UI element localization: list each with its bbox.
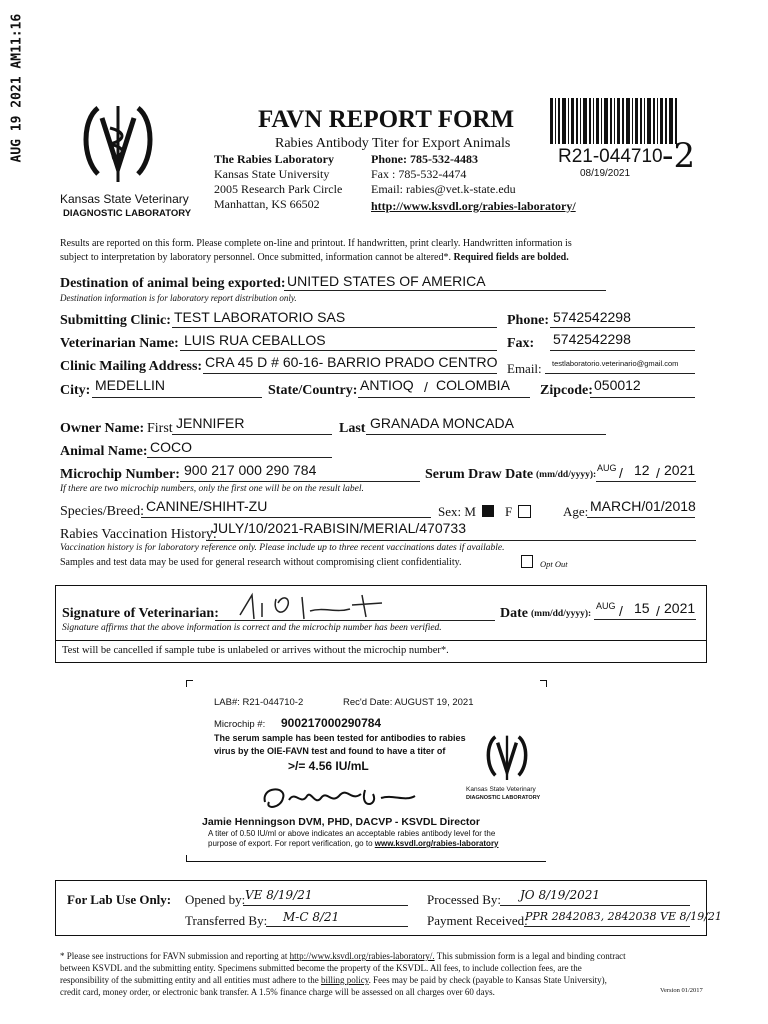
species-label: Species/Breed: bbox=[60, 504, 144, 519]
signature-sep-1: / bbox=[619, 603, 623, 619]
ksu-logo bbox=[78, 98, 158, 194]
serum-sep-1: / bbox=[619, 465, 623, 481]
sex-f-label: F bbox=[505, 504, 513, 519]
chip-label: Microchip Number: bbox=[60, 467, 180, 482]
transferred-label: Transferred By: bbox=[185, 913, 268, 928]
owner-last-label: Last bbox=[339, 421, 366, 436]
destination-note: Destination information is for laboratory report distribution only. bbox=[60, 293, 297, 303]
form-id-suffix: -2 bbox=[662, 136, 696, 176]
serum-format: (mm/dd/yyyy): bbox=[536, 470, 597, 480]
samples-note: Samples and test data may be used for general research without compromising client confidentiality. bbox=[60, 557, 462, 568]
clinic-fax-label: Fax: bbox=[507, 336, 535, 351]
intro-line-2: subject to interpretation by laboratory personnel. Once submitted, information cannot be altered*. Required fields are bolded. bbox=[60, 252, 569, 263]
serum-sep-2: / bbox=[656, 465, 660, 481]
owner-last-field[interactable]: GRANADA MONCADA bbox=[370, 415, 514, 431]
footer-version: Version 01/2017 bbox=[660, 987, 703, 994]
lab-address-4: Manhattan, KS 66502 bbox=[214, 197, 320, 211]
animal-label: Animal Name: bbox=[60, 444, 148, 459]
lab-use-label: For Lab Use Only: bbox=[67, 892, 172, 907]
payment-field[interactable]: PPR 2842083, 2842038 VE 8/19/21 bbox=[525, 910, 722, 923]
opened-label: Opened by: bbox=[185, 892, 246, 907]
result-logo bbox=[478, 731, 536, 787]
signature-note: Signature affirms that the above information is correct and the microchip number has been verified. bbox=[62, 623, 442, 633]
zip-label: Zipcode: bbox=[540, 383, 593, 398]
country-field[interactable]: COLOMBIA bbox=[436, 377, 510, 393]
result-logo-text-1: Kansas State Veterinary bbox=[466, 786, 536, 793]
result-received: Rec'd Date: AUGUST 19, 2021 bbox=[343, 697, 474, 708]
lab-use-box bbox=[55, 880, 707, 936]
barcode bbox=[550, 98, 680, 144]
address-label: Clinic Mailing Address: bbox=[60, 359, 203, 374]
director-signature bbox=[255, 780, 420, 816]
age-label: Age: bbox=[563, 504, 589, 519]
transferred-field[interactable]: M-C 8/21 bbox=[283, 910, 340, 924]
vet-signature[interactable] bbox=[232, 589, 392, 623]
email-field[interactable]: testlaboratorio.veterinario@gmail.com bbox=[552, 359, 679, 368]
result-note-2: purpose of export. For report verification, go to www.ksvdl.org/rabies-laboratory bbox=[208, 839, 499, 848]
serum-year[interactable]: 2021 bbox=[664, 462, 696, 478]
sex-f-checkbox[interactable] bbox=[518, 505, 531, 518]
address-field[interactable]: CRA 45 D # 60-16- BARRIO PRADO CENTRO bbox=[205, 354, 498, 370]
clinic-phone-label: Phone: bbox=[507, 313, 549, 328]
vet-label: Veterinarian Name: bbox=[60, 336, 179, 351]
corner-mark-tl bbox=[186, 680, 193, 687]
state-separator: / bbox=[424, 379, 428, 395]
serum-month[interactable]: AUG bbox=[597, 463, 617, 473]
clinic-fax-field[interactable]: 5742542298 bbox=[553, 331, 631, 347]
clinic-phone-field[interactable]: 5742542298 bbox=[553, 309, 631, 325]
result-divider bbox=[186, 861, 546, 862]
lab-fax: Fax : 785-532-4474 bbox=[371, 167, 467, 181]
form-subtitle: Rabies Antibody Titer for Export Animals bbox=[275, 136, 511, 151]
opt-out-label: Opt Out bbox=[540, 559, 568, 569]
result-chip: 900217000290784 bbox=[281, 716, 382, 730]
owner-label: Owner Name: bbox=[60, 421, 145, 436]
opened-field[interactable]: VE 8/19/21 bbox=[245, 888, 313, 902]
result-titer: >/= 4.56 IU/mL bbox=[288, 759, 369, 773]
lab-address-2: Kansas State University bbox=[214, 167, 330, 181]
result-logo-text-2: DIAGNOSTIC LABORATORY bbox=[466, 795, 541, 801]
vacc-field[interactable]: JULY/10/2021-RABISIN/MERIAL/470733 bbox=[211, 520, 466, 536]
signature-label: Signature of Veterinarian: bbox=[62, 606, 219, 621]
fax-stamp: AUG 19 2021 AM11:16 bbox=[9, 13, 25, 163]
clinic-field[interactable]: TEST LABORATORIO SAS bbox=[174, 309, 346, 325]
destination-field[interactable]: UNITED STATES OF AMERICA bbox=[287, 273, 486, 289]
result-text-2: virus by the OIE-FAVN test and found to have a titer of bbox=[214, 746, 446, 756]
form-id: R21-044710 bbox=[558, 146, 663, 167]
processed-label: Processed By: bbox=[427, 892, 502, 907]
processed-field[interactable]: JO 8/19/2021 bbox=[520, 888, 600, 902]
city-label: City: bbox=[60, 383, 91, 398]
lab-email: Email: rabies@vet.k-state.edu bbox=[371, 182, 516, 196]
result-chip-label: Microchip #: bbox=[214, 719, 266, 730]
serum-day[interactable]: 12 bbox=[634, 462, 650, 478]
signature-day[interactable]: 15 bbox=[634, 600, 650, 616]
zip-field[interactable]: 050012 bbox=[594, 377, 641, 393]
animal-field[interactable]: COCO bbox=[150, 439, 192, 455]
result-text-1: The serum sample has been tested for antibodies to rabies bbox=[214, 733, 466, 743]
intro-line-1: Results are reported on this form. Please complete on-line and printout. If handwritten, print clearly. Handwritten information is bbox=[60, 238, 572, 249]
footer: * Please see instructions for FAVN submission and reporting at http://www.ksvdl.org/rabies-laboratory/. This submission form is a legal and binding contract between KSVDL and the submitting entity. Specimens submitted become the property of the KSVDL. All fees, to include collection fees, are the responsibility of the submitting entity and all entities must adhere to the billing policy. Fees may be paid by check (payable to Kansas State University), credit card, money order, or electronic bank transfer. A 1.5% finance charge will be assessed on all charges over 60 days. bbox=[60, 951, 626, 997]
owner-first-label: First bbox=[147, 421, 173, 436]
lab-phone: Phone: 785-532-4483 bbox=[371, 152, 478, 166]
form-title: FAVN REPORT FORM bbox=[258, 106, 515, 133]
owner-first-field[interactable]: JENNIFER bbox=[176, 415, 245, 431]
opt-out-checkbox[interactable] bbox=[521, 555, 533, 568]
vacc-note: Vaccination history is for laboratory reference only. Please include up to three recent vaccinations dates if available. bbox=[60, 543, 505, 553]
age-field[interactable]: MARCH/01/2018 bbox=[590, 498, 696, 514]
signature-year[interactable]: 2021 bbox=[664, 600, 696, 616]
lab-name: Kansas State Veterinary bbox=[60, 192, 189, 206]
result-lab-number: LAB#: R21-044710-2 bbox=[214, 697, 304, 708]
form-date: 08/19/2021 bbox=[580, 168, 631, 179]
serum-label: Serum Draw Date bbox=[425, 467, 534, 482]
lab-subname: DIAGNOSTIC LABORATORY bbox=[63, 208, 192, 219]
cancel-note: Test will be cancelled if sample tube is unlabeled or arrives without the microchip number*. bbox=[62, 645, 449, 656]
lab-url[interactable]: http://www.ksvdl.org/rabies-laboratory/ bbox=[371, 199, 576, 213]
billing-policy-link[interactable]: billing policy bbox=[320, 975, 369, 985]
sex-m-checkbox[interactable] bbox=[482, 505, 494, 517]
species-field[interactable]: CANINE/SHIHT-ZU bbox=[146, 498, 268, 514]
payment-label: Payment Received: bbox=[427, 913, 528, 928]
state-label: State/Country: bbox=[268, 383, 358, 398]
destination-label: Destination of animal being exported: bbox=[60, 276, 286, 291]
signature-divider bbox=[55, 640, 707, 641]
state-field[interactable]: ANTIOQ bbox=[360, 377, 414, 393]
lab-address-3: 2005 Research Park Circle bbox=[214, 182, 343, 196]
footer-link[interactable]: http://www.ksvdl.org/rabies-laboratory/. bbox=[289, 951, 435, 961]
city-field[interactable]: MEDELLIN bbox=[95, 377, 166, 393]
chip-field[interactable]: 900 217 000 290 784 bbox=[184, 462, 317, 478]
vacc-label: Rabies Vaccination History: bbox=[60, 527, 217, 542]
signature-month[interactable]: AUG bbox=[596, 601, 616, 611]
lab-address-1: The Rabies Laboratory bbox=[214, 152, 334, 166]
signature-sep-2: / bbox=[656, 603, 660, 619]
signature-date-format: (mm/dd/yyyy): bbox=[531, 609, 592, 619]
email-label: Email: bbox=[507, 361, 542, 376]
vet-field[interactable]: LUIS RUA CEBALLOS bbox=[184, 332, 326, 348]
chip-note: If there are two microchip numbers, only the first one will be on the result label. bbox=[60, 484, 364, 494]
corner-mark-tr bbox=[540, 680, 547, 687]
signature-date-label: Date bbox=[500, 606, 528, 621]
result-note-1: A titer of 0.50 IU/ml or above indicates an acceptable rabies antibody level for the bbox=[208, 829, 496, 838]
director-name: Jamie Henningson DVM, PHD, DACVP - KSVDL Director bbox=[202, 816, 480, 828]
sex-label: Sex: M bbox=[438, 504, 476, 519]
clinic-label: Submitting Clinic: bbox=[60, 313, 171, 328]
